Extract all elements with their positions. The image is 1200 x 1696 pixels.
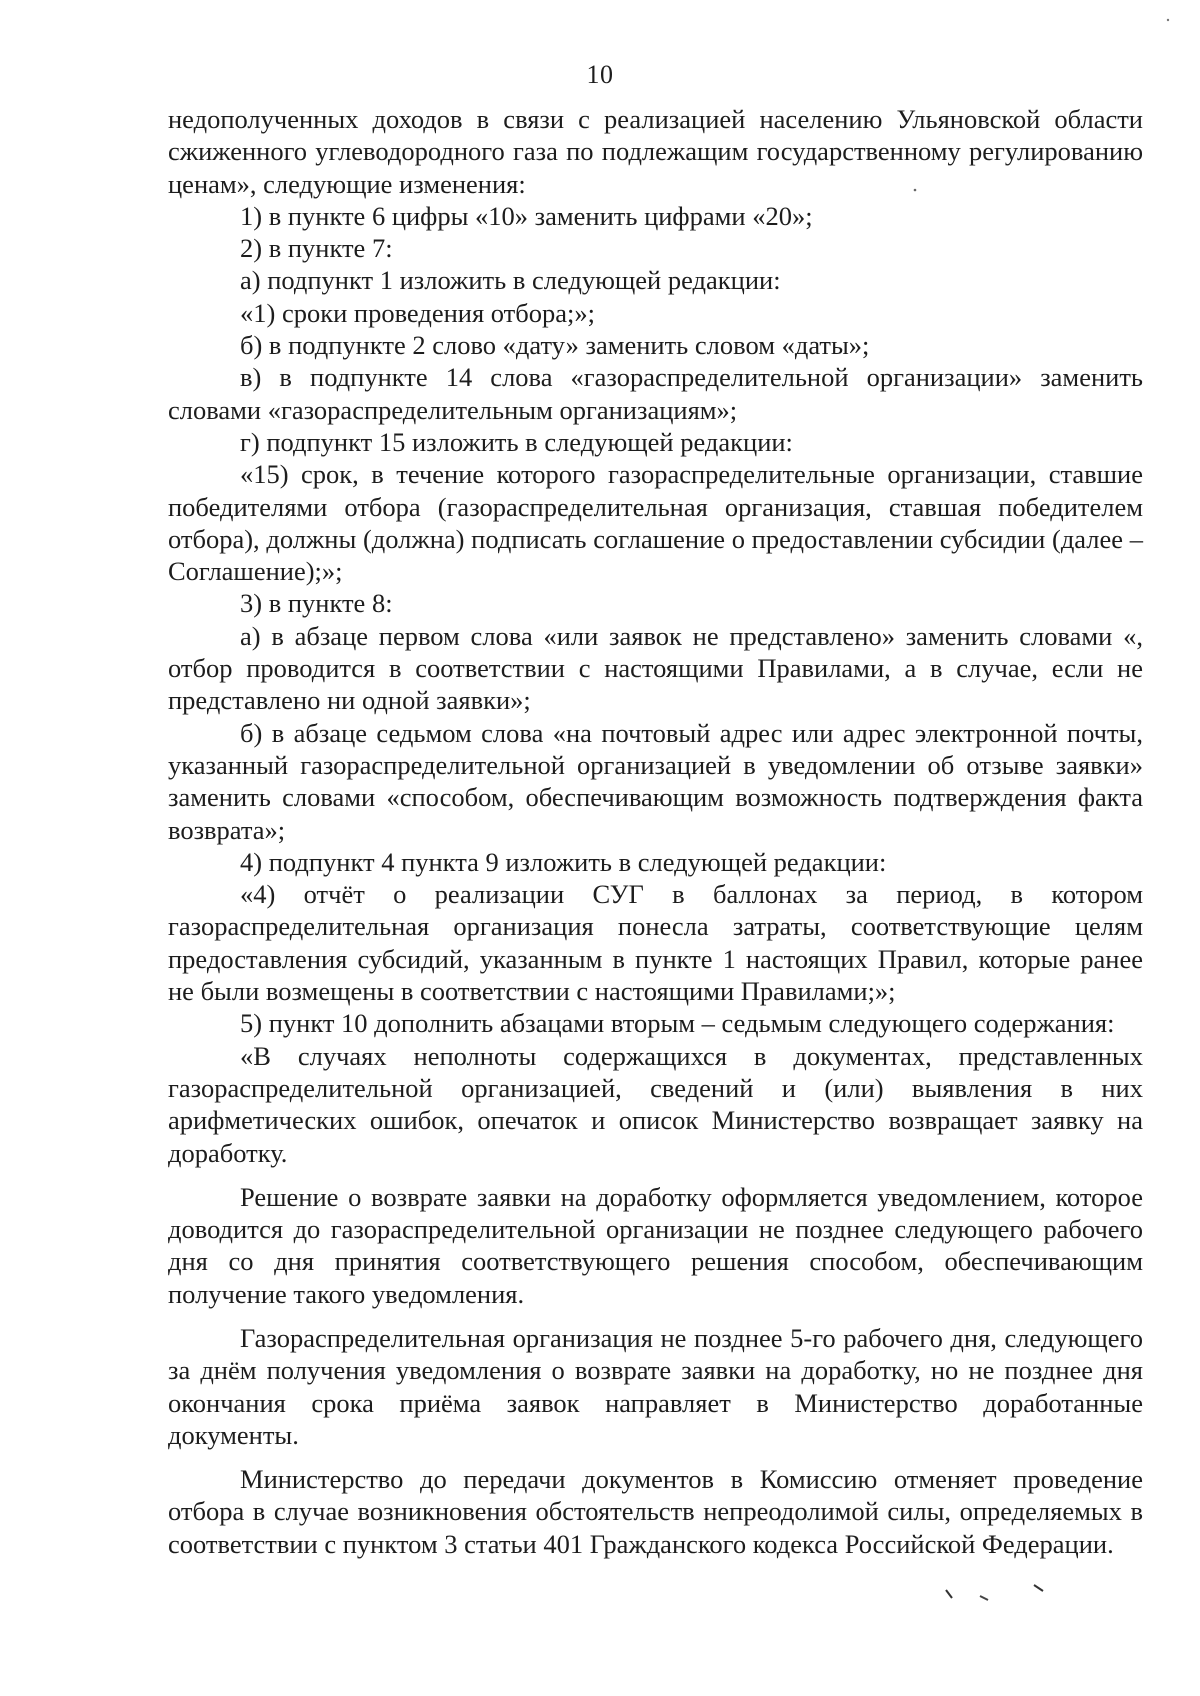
paragraph-return-decision: Решение о возврате заявки на доработку оформляется уведомлением, которое доводится до газораспределительной организации не позднее следующего рабочего дня со дня принятия соответствующего решения способом, обеспечивающим получение такого уведомления. <box>168 1181 1143 1309</box>
paragraph-cancellation: Министерство до передачи документов в Комиссию отменяет проведение отбора в случае возникновения обстоятельств непреодолимой силы, определяемых в соответствии с пунктом 3 статьи 401 Гражданского кодекса Российской Федерации. <box>168 1464 1143 1559</box>
paragraph-item-2b: б) в подпункте 2 слово «дату» заменить словом «даты»; <box>240 330 870 361</box>
paragraph-item-2v: в) в подпункте 14 слова «газораспределительной организации» заменить словами «газораспределительным организациям»; <box>168 362 1143 425</box>
pen-tick-mark <box>980 1596 988 1600</box>
paragraph-quote-4: «4) отчёт о реализации СУГ в баллонах за период, в котором газораспределительная организация понесла затраты, соответствующие целям предоставления субсидий, указанным в пункте 1 настоящих Правил, которые ранее не были возмещены в соответствии с настоящими Правилами;»; <box>168 879 1143 1007</box>
paragraph-quote-incomplete: «В случаях неполноты содержащихся в документах, представленных газораспределительной организацией, сведений и (или) выявления в них арифметических ошибок, опечаток и описок Министерство возвращает заявку на доработку. <box>168 1040 1143 1168</box>
paragraph-item-4: 4) подпункт 4 пункта 9 изложить в следующей редакции: <box>240 846 887 877</box>
paragraph-item-3a: а) в абзаце первом слова «или заявок не представлено» заменить словами «, отбор проводится в соответствии с настоящими Правилами, а в случае, если не представлено ни одной заявки»; <box>168 620 1143 716</box>
scan-speck <box>1167 19 1169 21</box>
paragraph-item-3: 3) в пункте 8: <box>240 588 393 619</box>
document-body <box>168 103 1143 1560</box>
pen-tick-mark <box>1034 1585 1043 1591</box>
paragraph-item-2g: г) подпункт 15 изложить в следующей редакции: <box>240 426 793 457</box>
paragraph-item-2: 2) в пункте 7: <box>240 233 393 264</box>
pen-tick-mark <box>946 1590 952 1598</box>
paragraph-intro: недополученных доходов в связи с реализацией населению Ульяновской области сжиженного углеводородного газа по подлежащим государственному регулированию ценам», следующие изменения: <box>168 104 1143 199</box>
page-number: 10 <box>586 60 614 89</box>
paragraph-quote-15: «15) срок, в течение которого газораспределительные организации, ставшие победителями отбора (газораспределительная организация, ставшая победителем отбора), должны (должна) подписать соглашение о предоставлении субсидии (далее – Соглашение);»; <box>168 459 1143 587</box>
paragraph-quote-1: «1) сроки проведения отбора;»; <box>240 297 595 328</box>
paragraph-item-5: 5) пункт 10 дополнить абзацами вторым – седьмым следующего содержания: <box>240 1008 1115 1039</box>
paragraph-item-1: 1) в пункте 6 цифры «10» заменить цифрами «20»; <box>240 200 813 231</box>
paragraph-item-2a: а) подпункт 1 изложить в следующей редакции: <box>240 265 781 296</box>
paragraph-item-3b: б) в абзаце седьмом слова «на почтовый адрес или адрес электронной почты, указанный газораспределительной организацией в уведомлении об отзыве заявки» заменить словами «способом, обеспечивающим возможность подтверждения факта возврата»; <box>168 717 1143 845</box>
paragraph-resubmission: Газораспределительная организация не позднее 5-го рабочего дня, следующего за днём получения уведомления о возврате заявки на доработку, но не позднее дня окончания срока приёма заявок направляет в Министерство доработанные документы. <box>168 1322 1143 1450</box>
